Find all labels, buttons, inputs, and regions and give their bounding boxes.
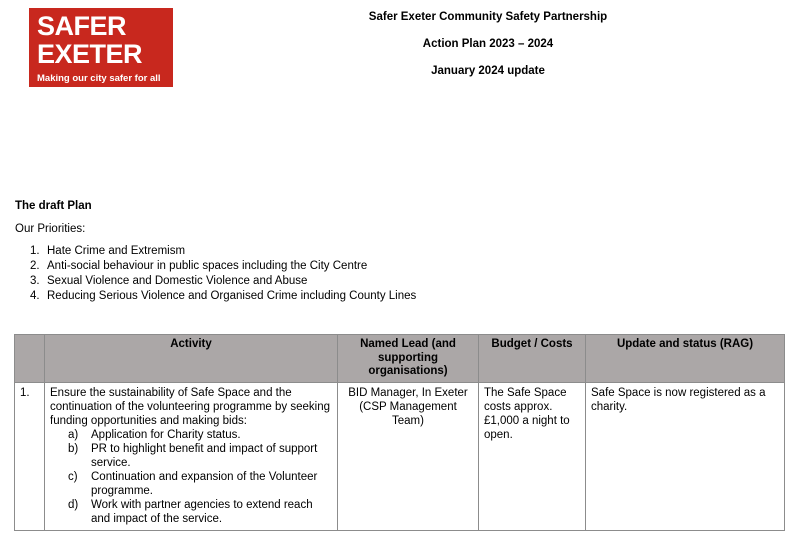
logo-line-2: EXETER <box>37 39 143 69</box>
document-header <box>186 11 790 92</box>
list-item <box>68 442 332 470</box>
column-header-budget-costs: Budget / Costs <box>479 335 586 383</box>
list-item <box>30 244 416 259</box>
cell-row-number: 1. <box>15 382 45 530</box>
subitem-text: PR to highlight benefit and impact of support service. <box>91 442 318 469</box>
subitem-label: c) <box>68 470 78 483</box>
cell-update-status: Safe Space is now registered as a charity. <box>586 382 785 530</box>
priorities-list <box>30 244 416 304</box>
section-title-draft-plan: The draft Plan <box>15 200 92 212</box>
header-title-line-2: Action Plan 2023 – 2024 <box>422 38 554 50</box>
subitem-text: Application for Charity status. <box>91 428 241 441</box>
priority-number: 2. <box>30 260 40 272</box>
column-header-number <box>15 335 45 383</box>
priority-number: 4. <box>30 290 40 302</box>
column-header-named-lead: Named Lead (and supporting organisations) <box>338 335 479 383</box>
priorities-label: Our Priorities: <box>15 223 86 235</box>
list-item <box>68 498 332 526</box>
activity-subitem-list <box>68 428 332 526</box>
logo-line-1: SAFER <box>37 11 127 41</box>
list-item <box>68 428 332 442</box>
column-header-update-status: Update and status (RAG) <box>586 335 785 383</box>
logo-tagline: Making our city safer for all <box>37 73 161 84</box>
subitem-label: d) <box>68 498 79 511</box>
column-header-activity: Activity <box>45 335 338 383</box>
priority-number: 3. <box>30 275 40 287</box>
priority-text: Anti-social behaviour in public spaces including the City Centre <box>47 260 368 272</box>
table-row <box>15 382 785 530</box>
safer-exeter-logo <box>29 8 173 87</box>
subitem-label: b) <box>68 442 79 455</box>
action-plan-table <box>14 334 785 531</box>
list-item <box>68 470 332 498</box>
activity-intro-text: Ensure the sustainability of Safe Space and the continuation of the volunteering programme by seeking funding opportunities and making bids: <box>50 386 331 427</box>
list-item <box>30 274 416 289</box>
cell-budget-costs: The Safe Space costs approx. £1,000 a night to open. <box>479 382 586 530</box>
subitem-text: Continuation and expansion of the Volunteer programme. <box>91 470 318 497</box>
subitem-text: Work with partner agencies to extend reach and impact of the service. <box>91 498 313 525</box>
header-title-line-1: Safer Exeter Community Safety Partnership <box>368 11 608 23</box>
header-title-line-3: January 2024 update <box>431 65 545 77</box>
subitem-label: a) <box>68 428 79 441</box>
list-item <box>30 259 416 274</box>
priority-text: Sexual Violence and Domestic Violence and Abuse <box>47 275 308 287</box>
priority-text: Reducing Serious Violence and Organised Crime including County Lines <box>47 290 417 302</box>
cell-activity <box>45 382 338 530</box>
priority-number: 1. <box>30 245 40 257</box>
table-header-row <box>15 335 785 383</box>
list-item <box>30 289 416 304</box>
priority-text: Hate Crime and Extremism <box>47 245 186 257</box>
cell-named-lead: BID Manager, In Exeter (CSP Management Team) <box>338 382 479 530</box>
